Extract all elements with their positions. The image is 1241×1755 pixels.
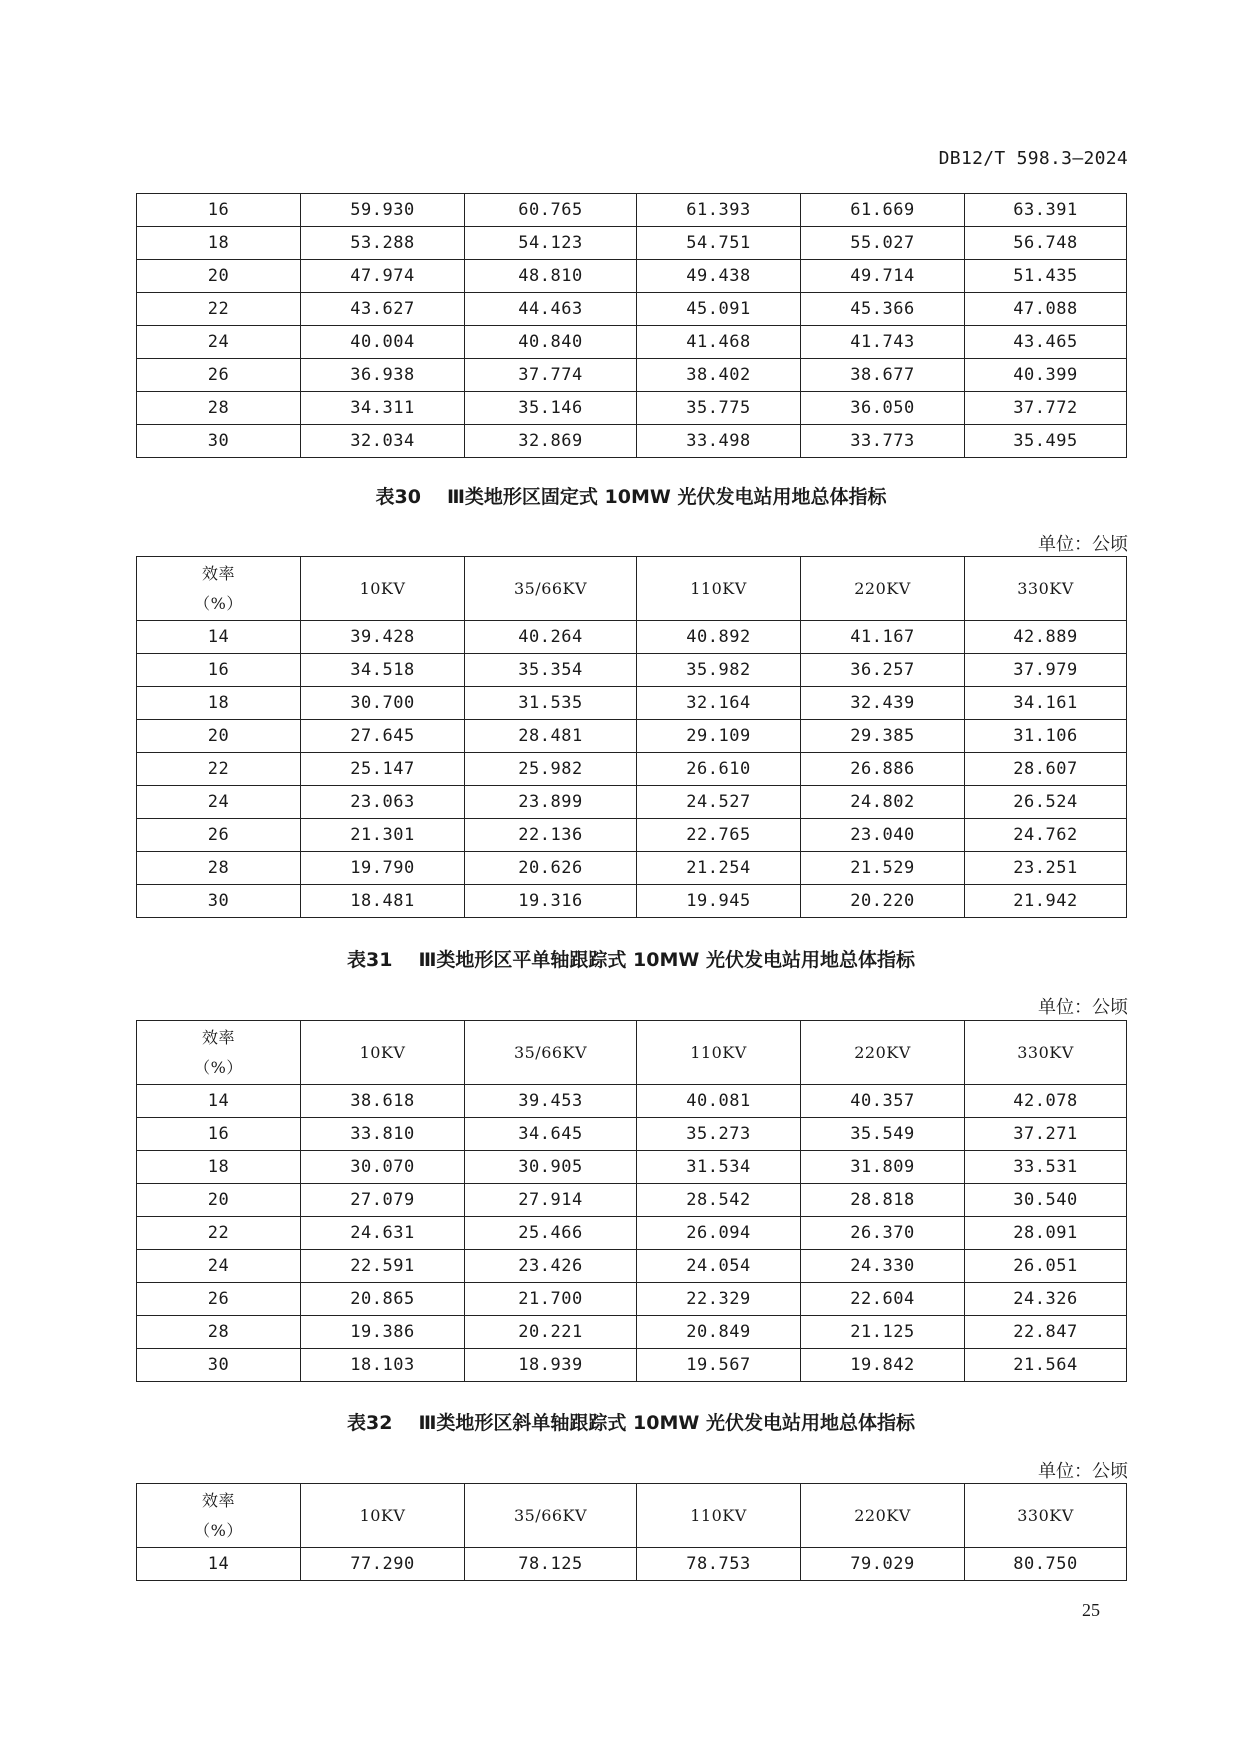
table-header-row <box>137 1021 1127 1085</box>
voltage-header-cell: 110KV <box>637 1484 801 1548</box>
efficiency-header-cell <box>137 1021 301 1085</box>
table32-title: Ⅲ类地形区斜单轴跟踪式 10MW 光伏发电站用地总体指标 <box>418 1412 915 1434</box>
value-cell: 32.034 <box>301 425 465 458</box>
value-cell: 44.463 <box>465 293 637 326</box>
value-cell: 27.645 <box>301 720 465 753</box>
value-cell: 22.604 <box>801 1283 965 1316</box>
table-header-row <box>137 557 1127 621</box>
value-cell: 38.618 <box>301 1085 465 1118</box>
value-cell: 40.399 <box>965 359 1127 392</box>
value-cell: 19.386 <box>301 1316 465 1349</box>
value-cell: 20.865 <box>301 1283 465 1316</box>
value-cell: 51.435 <box>965 260 1127 293</box>
table31-title: Ⅲ类地形区平单轴跟踪式 10MW 光伏发电站用地总体指标 <box>418 949 915 971</box>
value-cell: 30.540 <box>965 1184 1127 1217</box>
table32-caption <box>136 1408 1126 1435</box>
value-cell: 28.481 <box>465 720 637 753</box>
efficiency-cell: 18 <box>137 1151 301 1184</box>
value-cell: 26.610 <box>637 753 801 786</box>
value-cell: 18.939 <box>465 1349 637 1382</box>
value-cell: 40.264 <box>465 621 637 654</box>
efficiency-cell: 30 <box>137 885 301 918</box>
voltage-header-cell: 220KV <box>801 1021 965 1085</box>
value-cell: 77.290 <box>301 1548 465 1581</box>
value-cell: 23.899 <box>465 786 637 819</box>
table-row <box>137 392 1127 425</box>
table32-number: 表32 <box>347 1412 393 1434</box>
value-cell: 24.762 <box>965 819 1127 852</box>
table-header-row <box>137 1484 1127 1548</box>
voltage-header-cell: 10KV <box>301 1021 465 1085</box>
table30-caption <box>136 482 1126 509</box>
efficiency-cell: 26 <box>137 359 301 392</box>
value-cell: 19.790 <box>301 852 465 885</box>
value-cell: 21.254 <box>637 852 801 885</box>
table-row <box>137 425 1127 458</box>
value-cell: 61.669 <box>801 194 965 227</box>
value-cell: 40.081 <box>637 1085 801 1118</box>
value-cell: 55.027 <box>801 227 965 260</box>
efficiency-cell: 16 <box>137 654 301 687</box>
value-cell: 35.982 <box>637 654 801 687</box>
voltage-header-cell: 10KV <box>301 1484 465 1548</box>
value-cell: 39.453 <box>465 1085 637 1118</box>
voltage-header-cell: 35/66KV <box>465 1484 637 1548</box>
efficiency-cell: 14 <box>137 621 301 654</box>
value-cell: 42.889 <box>965 621 1127 654</box>
value-cell: 22.591 <box>301 1250 465 1283</box>
value-cell: 22.329 <box>637 1283 801 1316</box>
value-cell: 33.531 <box>965 1151 1127 1184</box>
value-cell: 36.257 <box>801 654 965 687</box>
table30-title: Ⅲ类地形区固定式 10MW 光伏发电站用地总体指标 <box>446 486 887 508</box>
value-cell: 26.051 <box>965 1250 1127 1283</box>
continued-data-table <box>136 193 1127 458</box>
value-cell: 54.123 <box>465 227 637 260</box>
table-row <box>137 1151 1127 1184</box>
efficiency-header-label: 效率 <box>201 1027 235 1047</box>
value-cell: 63.391 <box>965 194 1127 227</box>
value-cell: 26.094 <box>637 1217 801 1250</box>
efficiency-header-unit: （%） <box>194 1057 243 1077</box>
value-cell: 21.942 <box>965 885 1127 918</box>
efficiency-cell: 22 <box>137 753 301 786</box>
value-cell: 33.810 <box>301 1118 465 1151</box>
value-cell: 35.273 <box>637 1118 801 1151</box>
value-cell: 54.751 <box>637 227 801 260</box>
table-row <box>137 260 1127 293</box>
value-cell: 42.078 <box>965 1085 1127 1118</box>
value-cell: 35.354 <box>465 654 637 687</box>
efficiency-cell: 18 <box>137 227 301 260</box>
value-cell: 35.146 <box>465 392 637 425</box>
value-cell: 23.040 <box>801 819 965 852</box>
voltage-header-cell: 35/66KV <box>465 557 637 621</box>
value-cell: 26.524 <box>965 786 1127 819</box>
voltage-header-cell: 220KV <box>801 557 965 621</box>
value-cell: 35.775 <box>637 392 801 425</box>
value-cell: 25.147 <box>301 753 465 786</box>
table32-data-table <box>136 1483 1127 1581</box>
value-cell: 36.938 <box>301 359 465 392</box>
value-cell: 24.527 <box>637 786 801 819</box>
table-row <box>137 1085 1127 1118</box>
efficiency-cell: 24 <box>137 786 301 819</box>
value-cell: 22.765 <box>637 819 801 852</box>
value-cell: 19.945 <box>637 885 801 918</box>
table-row <box>137 1217 1127 1250</box>
table-row <box>137 1184 1127 1217</box>
value-cell: 23.063 <box>301 786 465 819</box>
efficiency-cell: 24 <box>137 326 301 359</box>
value-cell: 43.465 <box>965 326 1127 359</box>
table31-caption <box>136 945 1126 972</box>
value-cell: 80.750 <box>965 1548 1127 1581</box>
value-cell: 25.982 <box>465 753 637 786</box>
value-cell: 40.840 <box>465 326 637 359</box>
efficiency-header-unit: （%） <box>194 1520 243 1540</box>
voltage-header-cell: 35/66KV <box>465 1021 637 1085</box>
value-cell: 38.402 <box>637 359 801 392</box>
table-row <box>137 1316 1127 1349</box>
value-cell: 20.221 <box>465 1316 637 1349</box>
efficiency-header-label: 效率 <box>201 563 235 583</box>
value-cell: 45.366 <box>801 293 965 326</box>
value-cell: 23.251 <box>965 852 1127 885</box>
table-row <box>137 1283 1127 1316</box>
table-row <box>137 227 1127 260</box>
value-cell: 31.535 <box>465 687 637 720</box>
value-cell: 31.106 <box>965 720 1127 753</box>
efficiency-cell: 30 <box>137 1349 301 1382</box>
table-row <box>137 359 1127 392</box>
value-cell: 19.316 <box>465 885 637 918</box>
voltage-header-cell: 220KV <box>801 1484 965 1548</box>
value-cell: 24.054 <box>637 1250 801 1283</box>
efficiency-cell: 28 <box>137 392 301 425</box>
value-cell: 60.765 <box>465 194 637 227</box>
table-row <box>137 293 1127 326</box>
efficiency-cell: 16 <box>137 194 301 227</box>
value-cell: 21.564 <box>965 1349 1127 1382</box>
table-row <box>137 786 1127 819</box>
value-cell: 79.029 <box>801 1548 965 1581</box>
value-cell: 25.466 <box>465 1217 637 1250</box>
value-cell: 41.167 <box>801 621 965 654</box>
value-cell: 53.288 <box>301 227 465 260</box>
efficiency-cell: 14 <box>137 1085 301 1118</box>
value-cell: 37.772 <box>965 392 1127 425</box>
value-cell: 24.326 <box>965 1283 1127 1316</box>
value-cell: 19.842 <box>801 1349 965 1382</box>
table30-data-table <box>136 556 1127 918</box>
value-cell: 32.164 <box>637 687 801 720</box>
efficiency-cell: 28 <box>137 1316 301 1349</box>
value-cell: 20.220 <box>801 885 965 918</box>
value-cell: 61.393 <box>637 194 801 227</box>
value-cell: 49.714 <box>801 260 965 293</box>
table-row <box>137 654 1127 687</box>
efficiency-header-unit: （%） <box>194 593 243 613</box>
efficiency-cell: 26 <box>137 1283 301 1316</box>
value-cell: 24.330 <box>801 1250 965 1283</box>
value-cell: 39.428 <box>301 621 465 654</box>
value-cell: 36.050 <box>801 392 965 425</box>
table-row <box>137 819 1127 852</box>
efficiency-cell: 20 <box>137 1184 301 1217</box>
value-cell: 32.869 <box>465 425 637 458</box>
voltage-header-cell: 330KV <box>965 1021 1127 1085</box>
voltage-header-cell: 110KV <box>637 1021 801 1085</box>
value-cell: 31.809 <box>801 1151 965 1184</box>
efficiency-cell: 24 <box>137 1250 301 1283</box>
value-cell: 30.700 <box>301 687 465 720</box>
page-number: 25 <box>1082 1600 1100 1620</box>
value-cell: 47.974 <box>301 260 465 293</box>
table-row <box>137 1250 1127 1283</box>
table-row <box>137 720 1127 753</box>
value-cell: 37.774 <box>465 359 637 392</box>
value-cell: 35.549 <box>801 1118 965 1151</box>
table31-unit: 单位：公顷 <box>1038 997 1128 1018</box>
value-cell: 48.810 <box>465 260 637 293</box>
value-cell: 26.370 <box>801 1217 965 1250</box>
table-row <box>137 621 1127 654</box>
efficiency-cell: 14 <box>137 1548 301 1581</box>
value-cell: 33.498 <box>637 425 801 458</box>
table30-unit: 单位：公顷 <box>1038 534 1128 555</box>
value-cell: 27.914 <box>465 1184 637 1217</box>
value-cell: 28.607 <box>965 753 1127 786</box>
value-cell: 41.468 <box>637 326 801 359</box>
value-cell: 37.271 <box>965 1118 1127 1151</box>
value-cell: 45.091 <box>637 293 801 326</box>
value-cell: 47.088 <box>965 293 1127 326</box>
table-row <box>137 753 1127 786</box>
table31-number: 表31 <box>347 949 393 971</box>
table32-unit: 单位：公顷 <box>1038 1461 1128 1482</box>
value-cell: 20.849 <box>637 1316 801 1349</box>
value-cell: 43.627 <box>301 293 465 326</box>
voltage-header-cell: 110KV <box>637 557 801 621</box>
value-cell: 29.109 <box>637 720 801 753</box>
value-cell: 28.542 <box>637 1184 801 1217</box>
value-cell: 35.495 <box>965 425 1127 458</box>
value-cell: 24.802 <box>801 786 965 819</box>
value-cell: 30.905 <box>465 1151 637 1184</box>
table-row <box>137 194 1127 227</box>
efficiency-cell: 26 <box>137 819 301 852</box>
value-cell: 29.385 <box>801 720 965 753</box>
voltage-header-cell: 10KV <box>301 557 465 621</box>
table-row <box>137 852 1127 885</box>
value-cell: 21.700 <box>465 1283 637 1316</box>
value-cell: 40.892 <box>637 621 801 654</box>
value-cell: 18.103 <box>301 1349 465 1382</box>
value-cell: 28.818 <box>801 1184 965 1217</box>
value-cell: 21.301 <box>301 819 465 852</box>
value-cell: 23.426 <box>465 1250 637 1283</box>
value-cell: 40.004 <box>301 326 465 359</box>
value-cell: 20.626 <box>465 852 637 885</box>
efficiency-cell: 28 <box>137 852 301 885</box>
efficiency-cell: 20 <box>137 260 301 293</box>
value-cell: 78.753 <box>637 1548 801 1581</box>
value-cell: 34.161 <box>965 687 1127 720</box>
table30-number: 表30 <box>375 486 421 508</box>
value-cell: 28.091 <box>965 1217 1127 1250</box>
value-cell: 34.645 <box>465 1118 637 1151</box>
value-cell: 19.567 <box>637 1349 801 1382</box>
efficiency-cell: 22 <box>137 293 301 326</box>
efficiency-cell: 30 <box>137 425 301 458</box>
value-cell: 40.357 <box>801 1085 965 1118</box>
table-row <box>137 885 1127 918</box>
efficiency-cell: 16 <box>137 1118 301 1151</box>
value-cell: 22.136 <box>465 819 637 852</box>
value-cell: 27.079 <box>301 1184 465 1217</box>
voltage-header-cell: 330KV <box>965 1484 1127 1548</box>
value-cell: 38.677 <box>801 359 965 392</box>
table-row <box>137 326 1127 359</box>
efficiency-header-cell <box>137 1484 301 1548</box>
value-cell: 56.748 <box>965 227 1127 260</box>
value-cell: 21.529 <box>801 852 965 885</box>
value-cell: 21.125 <box>801 1316 965 1349</box>
table-row <box>137 1548 1127 1581</box>
value-cell: 26.886 <box>801 753 965 786</box>
efficiency-cell: 18 <box>137 687 301 720</box>
value-cell: 18.481 <box>301 885 465 918</box>
value-cell: 34.311 <box>301 392 465 425</box>
efficiency-cell: 20 <box>137 720 301 753</box>
value-cell: 34.518 <box>301 654 465 687</box>
table-row <box>137 687 1127 720</box>
table31-data-table <box>136 1020 1127 1382</box>
efficiency-header-label: 效率 <box>201 1490 235 1510</box>
value-cell: 41.743 <box>801 326 965 359</box>
voltage-header-cell: 330KV <box>965 557 1127 621</box>
efficiency-header-cell <box>137 557 301 621</box>
value-cell: 59.930 <box>301 194 465 227</box>
value-cell: 78.125 <box>465 1548 637 1581</box>
value-cell: 22.847 <box>965 1316 1127 1349</box>
document-code: DB12/T 598.3—2024 <box>938 148 1128 169</box>
value-cell: 32.439 <box>801 687 965 720</box>
value-cell: 31.534 <box>637 1151 801 1184</box>
value-cell: 30.070 <box>301 1151 465 1184</box>
value-cell: 24.631 <box>301 1217 465 1250</box>
value-cell: 33.773 <box>801 425 965 458</box>
table-row <box>137 1118 1127 1151</box>
table-row <box>137 1349 1127 1382</box>
value-cell: 37.979 <box>965 654 1127 687</box>
efficiency-cell: 22 <box>137 1217 301 1250</box>
value-cell: 49.438 <box>637 260 801 293</box>
